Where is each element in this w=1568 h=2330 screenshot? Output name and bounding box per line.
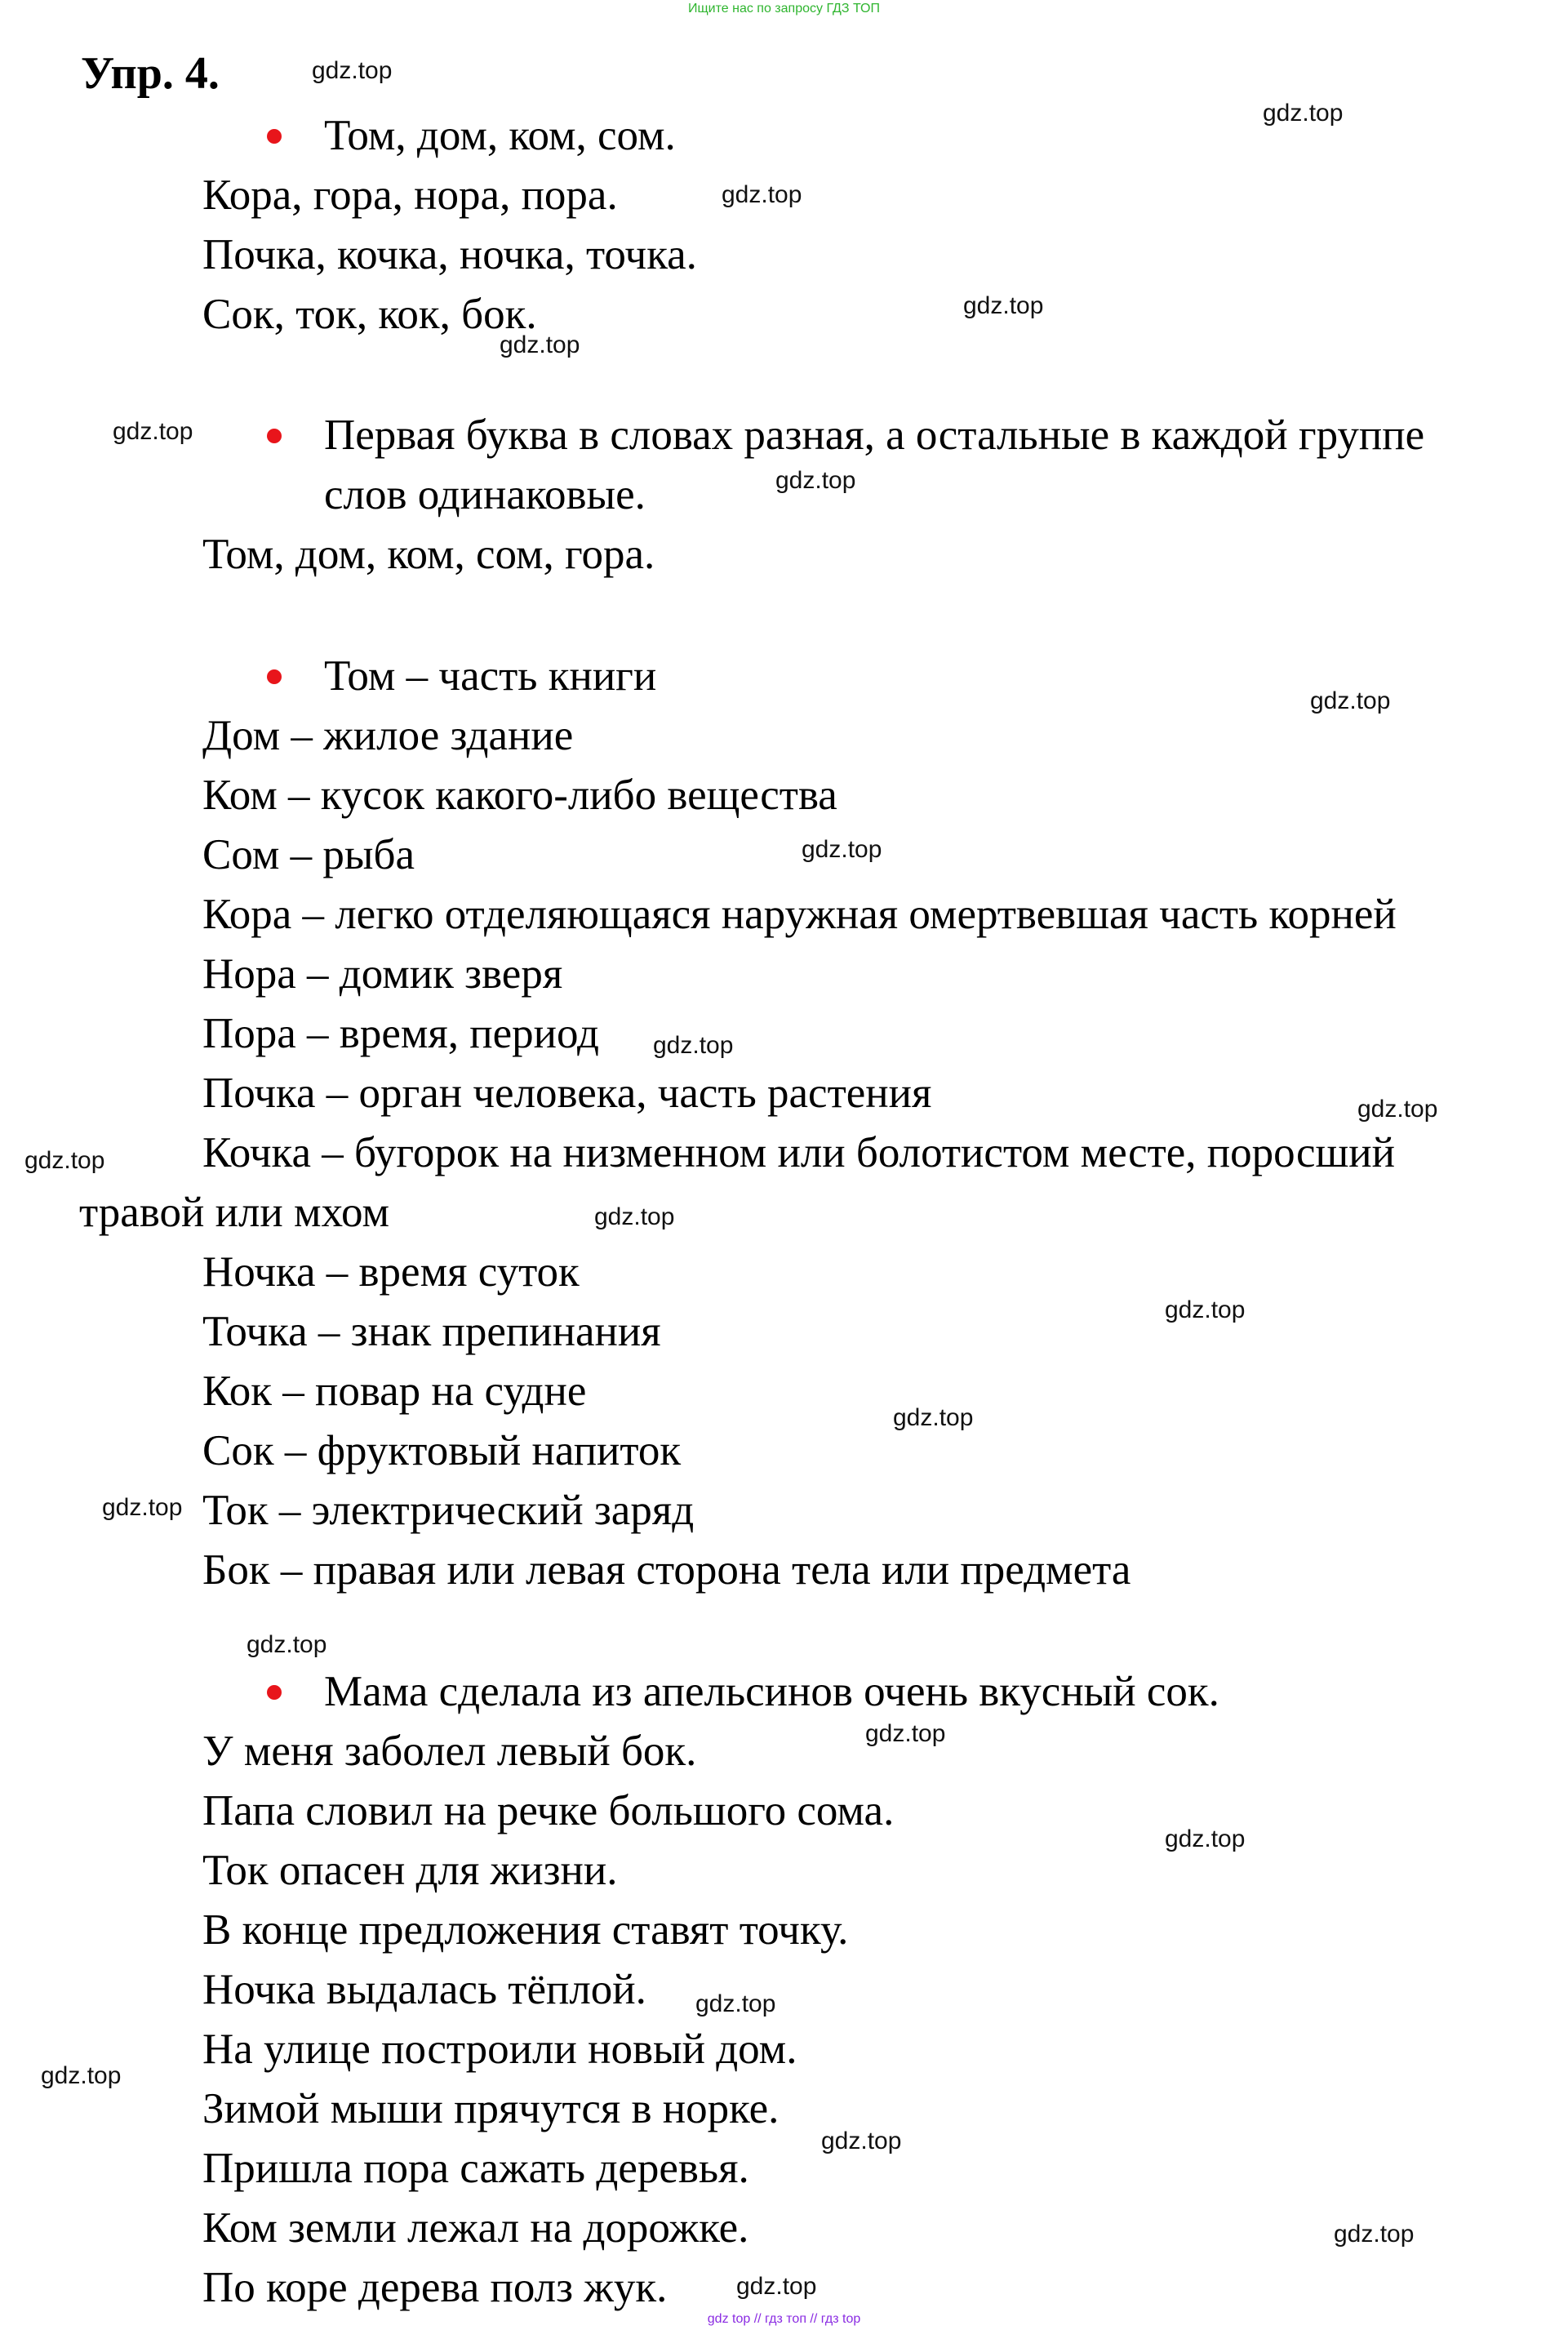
text-line: Том – часть книги [324, 652, 657, 700]
watermark: gdz.top [722, 181, 802, 208]
watermark: gdz.top [1334, 2221, 1415, 2248]
watermark: gdz.top [1310, 687, 1391, 714]
text-line: Мама сделала из апельсинов очень вкусный сок. [324, 1668, 1219, 1715]
watermark: gdz.top [24, 1147, 105, 1174]
bullet-icon [267, 1685, 282, 1700]
watermark: gdz.top [1357, 1096, 1438, 1123]
text-line: Пора – время, период [202, 1010, 599, 1057]
text-line: Первая буква в словах разная, а остальные в каждой группе [324, 411, 1425, 459]
text-line: Кора – легко отделяющаяся наружная омертвевшая часть корней [202, 891, 1397, 938]
text-line: Ночка выдалась тёплой. [202, 1966, 646, 2013]
watermark: gdz.top [102, 1494, 183, 1521]
watermark: gdz.top [736, 2273, 817, 2300]
text-line: Бок – правая или левая сторона тела или предмета [202, 1546, 1131, 1594]
text-line: слов одинаковые. [324, 471, 646, 518]
text-line: Папа словил на речке большого сома. [202, 1787, 895, 1834]
watermark: gdz.top [865, 1720, 946, 1747]
text-line: Нора – домик зверя [202, 950, 563, 998]
bullet-icon [267, 669, 282, 684]
watermark: gdz.top [247, 1631, 327, 1658]
footer-watermark: gdz top // гдз топ // гдз top [707, 2312, 861, 2326]
watermark: gdz.top [500, 331, 580, 358]
text-line: Том, дом, ком, сом, гора. [202, 531, 655, 578]
watermark: gdz.top [1263, 100, 1344, 127]
text-line: Точка – знак препинания [202, 1308, 661, 1355]
watermark: gdz.top [1165, 1296, 1246, 1323]
text-line: Том, дом, ком, сом. [324, 112, 676, 159]
text-line: Ком – кусок какого-либо вещества [202, 771, 837, 819]
text-line: Кочка – бугорок на низменном или болотистом месте, поросший [202, 1129, 1396, 1176]
text-line: Ток – электрический заряд [202, 1487, 695, 1534]
watermark: gdz.top [821, 2128, 902, 2154]
text-line: На улице построили новый дом. [202, 2025, 797, 2073]
text-line: У меня заболел левый бок. [202, 1727, 697, 1775]
watermark: gdz.top [653, 1032, 734, 1059]
watermark: gdz.top [963, 292, 1044, 319]
text-line: Кок – повар на судне [202, 1367, 587, 1415]
text-line: Ком земли лежал на дорожке. [202, 2204, 749, 2252]
watermark: gdz.top [695, 1990, 776, 2017]
text-line: В конце предложения ставят точку. [202, 1906, 849, 1954]
watermark: gdz.top [312, 57, 393, 84]
watermark: gdz.top [41, 2062, 122, 2089]
text-line: Ночка – время суток [202, 1248, 580, 1296]
text-line: Почка, кочка, ночка, точка. [202, 231, 697, 278]
text-line: Кора, гора, нора, пора. [202, 171, 618, 219]
text-line: Почка – орган человека, часть растения [202, 1069, 932, 1117]
bullet-icon [267, 429, 282, 443]
exercise-title: Упр. 4. [81, 48, 220, 99]
watermark: gdz.top [893, 1404, 974, 1431]
text-line: Пришла пора сажать деревья. [202, 2145, 749, 2192]
text-line: травой или мхом [79, 1189, 390, 1236]
text-line: Сок – фруктовый напиток [202, 1427, 682, 1474]
watermark: gdz.top [802, 836, 882, 863]
text-line: Зимой мыши прячутся в норке. [202, 2085, 780, 2132]
text-line: По коре дерева полз жук. [202, 2264, 668, 2311]
text-line: Сок, ток, кок, бок. [202, 291, 537, 338]
text-line: Дом – жилое здание [202, 712, 574, 759]
watermark: gdz.top [113, 418, 193, 445]
text-line: Ток опасен для жизни. [202, 1847, 618, 1894]
top-banner: Ищите нас по запросу ГДЗ ТОП [688, 2, 880, 16]
watermark: gdz.top [594, 1203, 675, 1230]
text-line: Сом – рыба [202, 831, 415, 878]
watermark: gdz.top [775, 467, 856, 494]
bullet-icon [267, 129, 282, 144]
watermark: gdz.top [1165, 1825, 1246, 1852]
